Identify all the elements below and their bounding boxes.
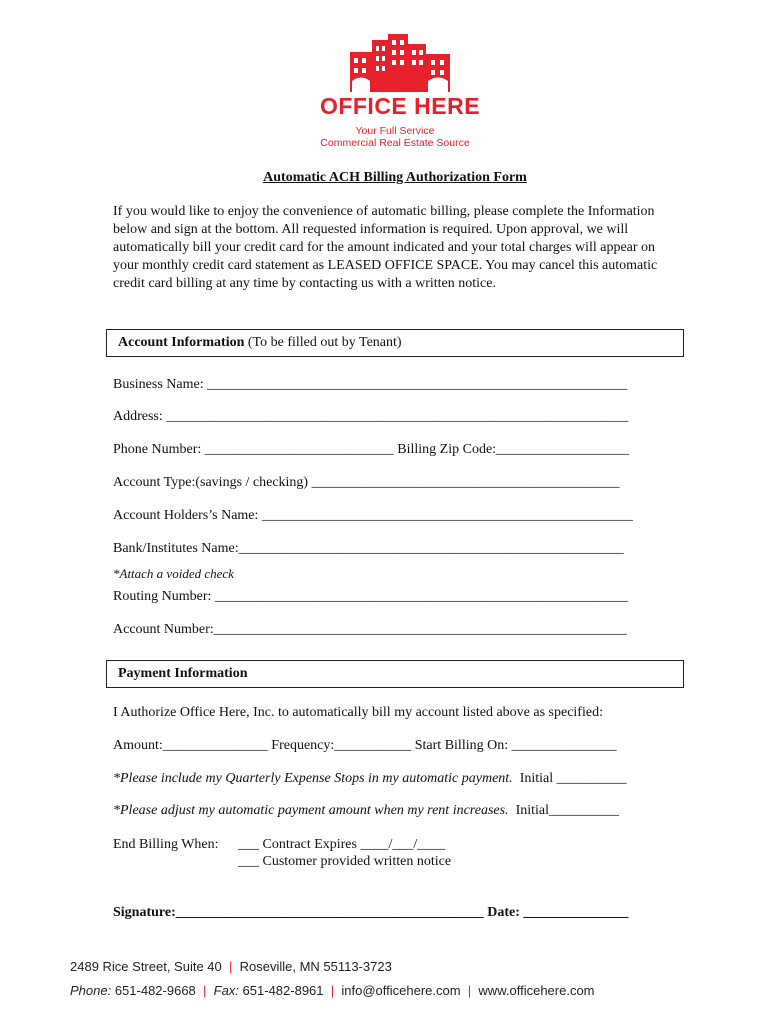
account-info-header <box>106 329 684 357</box>
building-skyline-icon <box>316 34 486 94</box>
tagline-line-1: Your Full Service <box>355 125 435 137</box>
account-type-field[interactable]: Account Type:(savings / checking) ____________________________________________ <box>113 475 620 490</box>
bank-name-field[interactable]: Bank/Institutes Name:_______________________________________________________ <box>113 541 624 556</box>
payment-info-heading: Payment Information <box>118 666 248 681</box>
account-info-heading: Account Information <box>118 335 245 350</box>
footer-fax: 651-482-8961 <box>238 983 324 998</box>
rent-initial-field[interactable]: Initial__________ <box>508 803 619 818</box>
end-option-notice[interactable]: ___ Customer provided written notice <box>238 854 452 869</box>
expense-stops-line <box>113 770 627 788</box>
fax-label: Fax: <box>213 983 239 998</box>
footer-address <box>70 959 392 974</box>
form-title: Automatic ACH Billing Authorization Form <box>263 170 527 185</box>
footer-separator: | <box>203 983 207 998</box>
business-name-field[interactable]: Business Name: ____________________________________________________________ <box>113 377 628 392</box>
phone-zip-field[interactable]: Phone Number: ___________________________ Billing Zip Code:___________________ <box>113 442 630 457</box>
signature-date-field[interactable]: Signature:____________________________________________ Date: _______________ <box>113 905 629 920</box>
footer-email-link[interactable]: info@officehere.com <box>341 983 461 998</box>
footer-separator: | <box>330 983 335 998</box>
attach-check-note: *Attach a voided check <box>113 566 234 581</box>
authorize-statement: I Authorize Office Here, Inc. to automatically bill my account listed above as specified: <box>113 705 603 720</box>
footer-address-line1: 2489 Rice Street, Suite 40 <box>70 959 222 974</box>
brand-tagline <box>300 125 490 149</box>
intro-paragraph: If you would like to enjoy the convenience of automatic billing, please complete the Information below and sign at the bottom. All requested information is required. Upon approval, we will automatically bill your credit card for the amount indicated and your total charges will appear on your monthly credit card statement as LEASED OFFICE SPACE. You may cancel this automatic credit card billing at any time by contacting us with a written notice. <box>113 204 658 291</box>
end-option-contract[interactable]: ___ Contract Expires ____/___/____ <box>238 837 446 852</box>
footer-phone: 651-482-9668 <box>111 983 196 998</box>
rent-increase-line <box>113 802 619 820</box>
end-billing-label: End Billing When: <box>113 837 219 852</box>
footer-contact <box>70 983 595 998</box>
account-info-note: (To be filled out by Tenant) <box>244 335 402 350</box>
rent-increase-text: *Please adjust my automatic payment amount when my rent increases. <box>113 803 509 818</box>
footer-separator: | <box>467 983 472 998</box>
footer-separator: | <box>229 959 233 974</box>
routing-number-field[interactable]: Routing Number: ___________________________________________________________ <box>113 589 628 604</box>
brand-name: OFFICE HERE <box>319 93 481 119</box>
expense-initial-field[interactable]: Initial __________ <box>512 771 627 786</box>
tagline-line-2: Commercial Real Estate Source <box>320 137 470 149</box>
footer-website-link[interactable]: www.officehere.com <box>478 983 595 998</box>
amount-frequency-field[interactable]: Amount:_______________ Frequency:___________ Start Billing On: _______________ <box>113 738 617 753</box>
account-number-field[interactable]: Account Number:___________________________________________________________ <box>113 622 627 637</box>
expense-stops-text: *Please include my Quarterly Expense Stops in my automatic payment. <box>113 771 513 786</box>
footer-address-line2: Roseville, MN 55113-3723 <box>239 959 392 974</box>
payment-info-header <box>106 660 684 688</box>
account-holder-field[interactable]: Account Holders’s Name: _____________________________________________________ <box>113 508 633 523</box>
phone-label: Phone: <box>70 983 112 998</box>
address-field[interactable]: Address: __________________________________________________________________ <box>113 409 629 424</box>
